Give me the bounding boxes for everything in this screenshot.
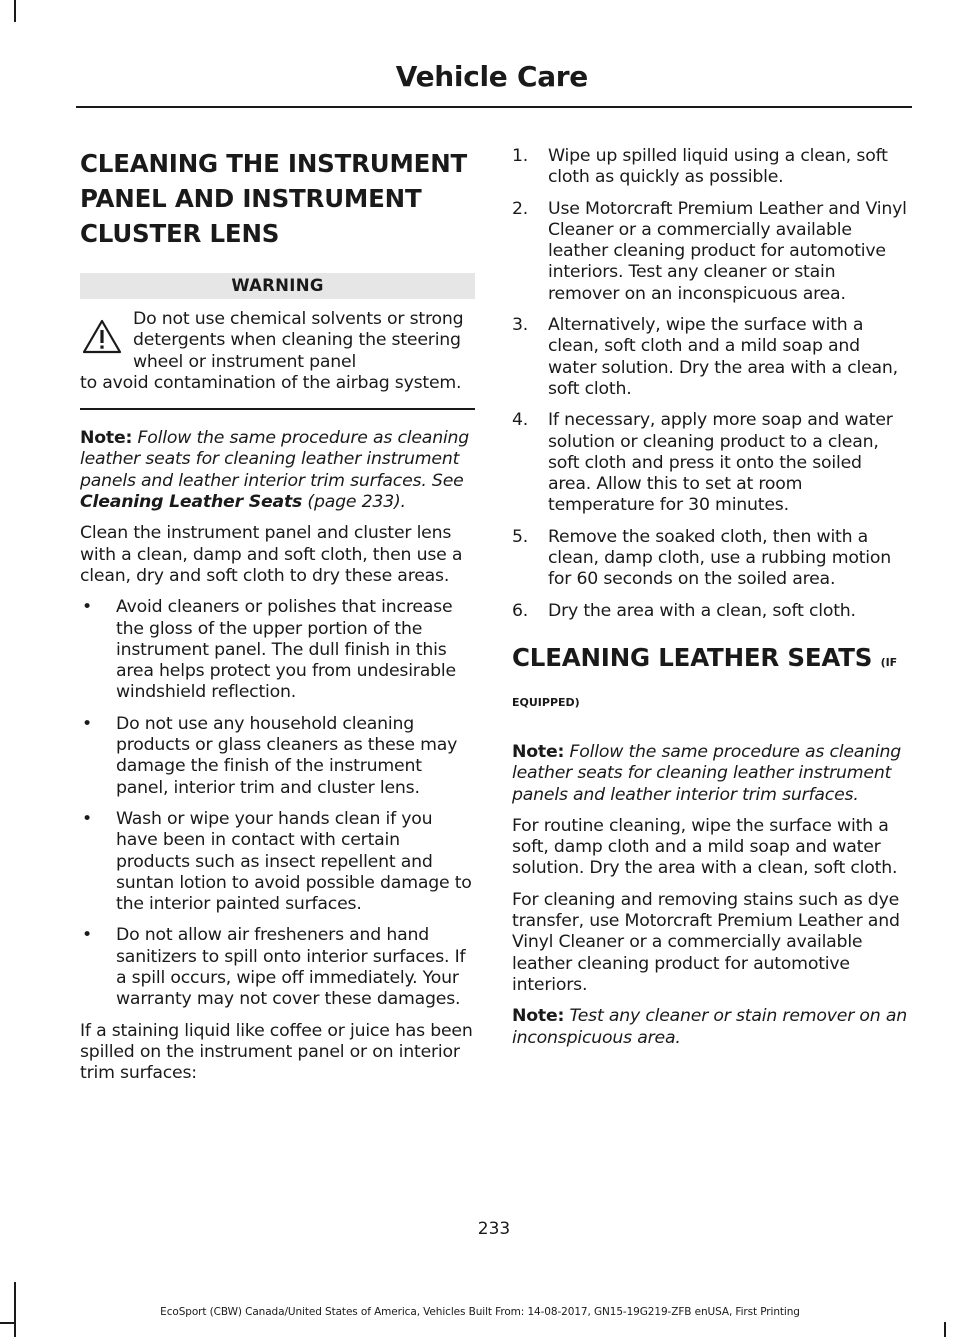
- bullet-marker: •: [82, 925, 92, 946]
- step-number: 2.: [512, 198, 529, 219]
- list-item: [512, 527, 907, 591]
- step-number: 4.: [512, 410, 529, 431]
- heading-cleaning-instrument-panel: CLEANING THE INSTRUMENT PANEL AND INSTRUMENT CLUSTER LENS: [80, 149, 468, 248]
- note-ref-link[interactable]: Cleaning Leather Seats: [80, 492, 303, 513]
- crop-mark-bottom-right: [944, 1322, 946, 1337]
- note-label: Note:: [512, 741, 565, 762]
- step-number: 6.: [512, 600, 529, 621]
- bullet-list: [80, 597, 475, 1010]
- note-label: Note:: [80, 428, 133, 449]
- right-column: [512, 146, 907, 1059]
- warning-box: [80, 299, 475, 410]
- crop-mark-bottom-left-h: [0, 1322, 16, 1324]
- crop-mark-top-left: [14, 0, 16, 22]
- list-item: [80, 809, 475, 915]
- step-text: Use Motorcraft Premium Leather and Vinyl Cleaner or a commercially available leather cleaning product for automotive interiors. Test any cleaner or stain remover on an inconspicuous area.: [548, 198, 907, 304]
- page-number: 233: [477, 1219, 511, 1239]
- step-number: 1.: [512, 146, 529, 166]
- step-text: Dry the area with a clean, soft cloth.: [548, 600, 856, 621]
- bullet-text: Do not allow air fresheners and hand sanitizers to spill onto interior surfaces. If a spill occurs, wipe off immediately. Your warranty may not cover these damages.: [116, 925, 466, 1010]
- section-title: Vehicle Care: [395, 60, 588, 93]
- step-number: 3.: [512, 315, 529, 336]
- note-paragraph: [512, 742, 907, 806]
- warning-text-rest: to avoid contamination of the airbag system.: [80, 372, 462, 393]
- note-paragraph: [80, 428, 475, 513]
- warning-text: [80, 309, 475, 394]
- warning-triangle-icon: [82, 319, 122, 355]
- list-item: [512, 199, 907, 305]
- step-number: 5.: [512, 526, 529, 547]
- list-item: [512, 601, 907, 622]
- list-item: [512, 410, 907, 516]
- footer-text: EcoSport (CBW) Canada/United States of America, Vehicles Built From: 14-08-2017, GN15-19G219-ZFB enUSA, First Printing: [160, 1306, 800, 1318]
- bullet-marker: •: [82, 597, 92, 618]
- bullet-text: Avoid cleaners or polishes that increase the gloss of the upper portion of the instrument panel. The dull finish in this area helps protect you from undesirable windshield reflection.: [116, 597, 456, 703]
- note-label: Note:: [512, 1006, 565, 1027]
- list-item: [512, 315, 907, 400]
- list-item: [80, 714, 475, 799]
- note-text: Test any cleaner or stain remover on an inconspicuous area.: [512, 1006, 907, 1048]
- step-text: Alternatively, wipe the surface with a clean, soft cloth and a mild soap and water solution. Dry the area with a clean, soft cloth.: [548, 315, 898, 399]
- routine-cleaning-paragraph: For routine cleaning, wipe the surface with a soft, damp cloth and a mild soap and water solution. Dry the area with a clean, soft cloth.: [512, 815, 898, 879]
- bullet-text: Wash or wipe your hands clean if you have been in contact with certain products such as insect repellent and suntan lotion to avoid possible damage to the interior painted surfaces.: [116, 808, 472, 915]
- steps-list: [512, 146, 907, 622]
- bullet-marker: •: [82, 808, 92, 829]
- note-body: Follow the same procedure as cleaning leather seats for cleaning leather instrument panels and leather interior trim surfaces. See: [80, 428, 470, 491]
- note-text: Follow the same procedure as cleaning leather seats for cleaning leather instrument panels and leather interior trim surfaces.: [512, 741, 902, 805]
- heading-main-text: CLEANING LEATHER SEATS: [512, 642, 873, 672]
- list-item: [512, 146, 907, 189]
- note-ref-page: (page 233).: [302, 492, 406, 513]
- note-paragraph: [512, 1006, 907, 1049]
- left-column: [80, 146, 475, 1095]
- note-text: [80, 428, 469, 512]
- step-text: Wipe up spilled liquid using a clean, soft cloth as quickly as possible.: [548, 146, 888, 188]
- closing-paragraph: If a staining liquid like coffee or juice has been spilled on the instrument panel or on interior trim surfaces:: [80, 1020, 473, 1084]
- step-text: If necessary, apply more soap and water solution or cleaning product to a clean, soft cloth and press it onto the soiled area. Allow this to set at room temperature for 30 minutes.: [548, 410, 893, 516]
- intro-paragraph: Clean the instrument panel and cluster lens with a clean, damp and soft cloth, then use a clean, dry and soft cloth to dry these areas.: [80, 523, 463, 586]
- stain-removal-paragraph: For cleaning and removing stains such as dye transfer, use Motorcraft Premium Leather and Vinyl Cleaner or a commercially available leather cleaning product for automotive interiors.: [512, 889, 900, 995]
- list-item: [80, 597, 475, 703]
- bullet-text: Do not use any household cleaning products or glass cleaners as these may damage the finish of the instrument panel, interior trim and cluster lens.: [116, 713, 458, 798]
- heading-suffix: (IF EQUIPPED): [512, 655, 898, 709]
- bullet-marker: •: [82, 713, 92, 734]
- step-text: Remove the soaked cloth, then with a clean, damp cloth, use a rubbing motion for 60 seconds on the soiled area.: [548, 526, 891, 590]
- list-item: [80, 925, 475, 1010]
- warning-text-lead: Do not use chemical solvents or strong detergents when cleaning the steering wheel or instrument panel: [133, 309, 464, 372]
- header-divider: [76, 106, 912, 108]
- warning-label: WARNING: [80, 273, 475, 299]
- heading-cleaning-leather-seats: [512, 640, 907, 720]
